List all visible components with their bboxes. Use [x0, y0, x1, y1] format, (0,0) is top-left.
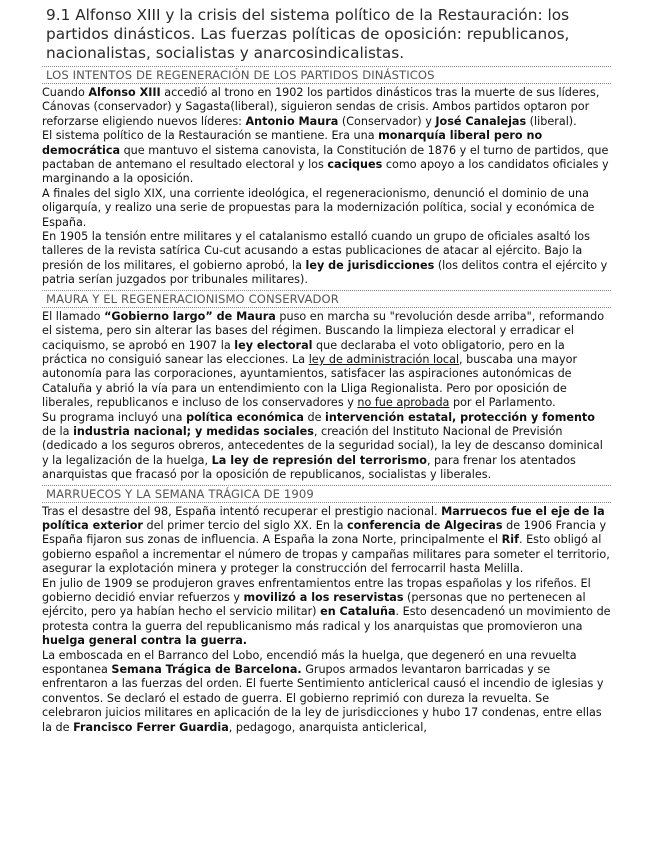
text-run: Tras el desastre del 98, España intentó recuperar el prestigio nacional.: [42, 504, 442, 518]
bold-text: La ley de represión del terrorismo: [211, 453, 427, 467]
bold-text: Francisco Ferrer Guardia: [73, 720, 229, 734]
bold-text: Marruecos fue el eje de la política exterior: [42, 504, 605, 532]
text-run: puso en marcha su "revolución desde arriba", reformando el sistema, pero sin alterar las bases del régimen. Buscando la limpieza electoral y erradicar el caciquismo, se aprobó en 1907 la: [42, 309, 605, 352]
bold-text: José Canalejas: [435, 114, 527, 128]
text-run: Su programa incluyó una: [42, 410, 187, 424]
text-run: (liberal).: [526, 114, 577, 128]
text-run: El sistema político de la Restauración se mantiene. Era una: [42, 129, 379, 143]
text-run: (personas que no pertenecen al ejército, pero ya habían hecho el servicio militar): [42, 591, 586, 619]
bold-text: conferencia de Algeciras: [347, 518, 503, 532]
underlined-text: no fue aprobada: [357, 396, 450, 410]
text-run: . Esto desencadenó un movimiento de protesta contra la guerra del republicanismo más radical y los anarquistas que promovieron una: [42, 605, 611, 633]
body-paragraph: [42, 230, 611, 288]
section-heading: MAURA Y EL REGENERACIONISMO CONSERVADOR: [42, 290, 611, 308]
text-run: como apoyo a los candidatos oficiales y marginando a la oposición.: [42, 158, 609, 186]
text-run: (Conservador) y: [338, 114, 436, 128]
text-run: En 1905 la tensión entre militares y el catalanismo estalló cuando un grupo de oficiales asaltó los talleres de la revista satírica Cu-cut acusando a estas publicaciones de atacar al ejército. Bajo la presión de los militares, el gobierno aprobó, la: [42, 230, 590, 272]
bold-text: caciques: [327, 158, 383, 172]
text-run: La emboscada en el Barranco del Lobo, encendió más la huelga, que degeneró en una revuelta espontanea: [42, 648, 577, 677]
text-run: (los delitos contra el ejército y patria serían juzgados por tribunales militares).: [42, 258, 608, 287]
text-run: por el Parlamento.: [449, 396, 556, 410]
text-run: que declaraba el voto obligatorio, pero en la práctica no consiguió sanear las elecciones. La: [42, 338, 565, 366]
text-run: de la: [42, 424, 74, 438]
body-paragraph: [42, 577, 611, 649]
text-run: En julio de 1909 se produjeron graves enfrentamientos entre las tropas españolas y los rifeños. El gobierno decidió enviar refuerzos y: [42, 576, 591, 604]
bold-text: en Cataluña: [320, 605, 396, 619]
body-paragraph: [42, 505, 611, 577]
document-title: 9.1 Alfonso XIII y la crisis del sistema político de la Restauración: los partidos dinásticos. Las fuerzas políticas de oposición: republicanos, nacionalistas, socialistas y anarcosindicalistas.: [46, 6, 570, 62]
bold-text: industria nacional; y medidas sociales: [73, 424, 314, 438]
bold-text: ley electoral: [234, 338, 313, 352]
bold-text: Alfonso XIII: [88, 86, 161, 99]
bold-text: monarquía liberal pero no democrática: [42, 129, 543, 157]
bold-text: movilizó a los reservistas: [243, 591, 404, 604]
document-body: [42, 66, 611, 735]
bold-text: “Gobierno largo” de Maura: [104, 309, 276, 323]
bold-text: política económica: [186, 410, 304, 424]
body-paragraph: [42, 86, 611, 129]
text-run: , creación del Instituto Nacional de Previsión (dedicado a los seguros obreros, antecedentes de la seguridad social), la ley de descanso dominical y la legalización de la huelga,: [42, 424, 603, 467]
body-paragraph: [42, 187, 611, 230]
bold-text: ley de jurisdicciones: [305, 258, 435, 272]
section-heading: MARRUECOS Y LA SEMANA TRÁGICA DE 1909: [42, 485, 611, 503]
text-run: Grupos armados levantaron barricadas y se enfrentaron a las fuerzas del orden. El fuerte Sentimiento anticlerical causó el incendio de iglesias y conventos. Se declaró el estado de guerra. El gobierno reprimió con dureza la revuelta. Se celebraron juicios militares en aplicación de la ley de jurisdicciones y hubo 17 condenas, entre ellas la de: [42, 663, 604, 734]
text-run: Cuando: [42, 86, 89, 99]
bold-text: huelga general contra la guerra.: [42, 634, 248, 648]
text-run: que mantuvo el sistema canovista, la Constitución de 1876 y el turno de partidos, que pactaban de antemano el resultado electoral y los: [42, 143, 609, 172]
text-run: El llamado: [42, 309, 105, 323]
text-run: accedió al trono en 1902 los partidos dinásticos tras la muerte de sus líderes, Cánovas (conservador) y Sagasta(liberal), siguieron sendas de crisis. Ambos partidos optaron por reforzarse eligiendo nuevos líderes:: [42, 86, 600, 128]
text-run: . Esto obligó al gobierno español a incrementar el número de tropas y campañas militares para someter el territorio, asegurar la explotación minera y proteger la construcción del ferrocarril hasta Melilla.: [42, 533, 610, 576]
text-run: de: [303, 410, 326, 424]
text-run: del primer tercio del siglo XX. En la: [142, 518, 348, 532]
text-run: , buscaba una mayor autonomía para las corporaciones, ayuntamientos, satisfacer las aspiraciones autonómicas de Cataluña y abrió la vía para un entendimiento con la Lliga Regionalista. Pero por oposición de liberales, republicanos e incluso de los conservadores y: [42, 352, 578, 410]
text-run: , para frenar los atentados anarquistas que fracasó por la oposición de republicanos, socialistas y liberales.: [42, 453, 576, 482]
body-paragraph: [42, 649, 611, 735]
section-heading: LOS INTENTOS DE REGENERACIÓN DE LOS PARTIDOS DINÁSTICOS: [42, 66, 611, 84]
bold-text: intervención estatal, protección y fomento: [325, 410, 595, 424]
text-run: A finales del siglo XIX, una corriente ideológica, el regeneracionismo, denunció el dominio de una oligarquía, y realizo una serie de propuestas para la modernización política, social y económica de España.: [42, 186, 595, 229]
body-paragraph: [42, 129, 611, 187]
text-run: , pedagogo, anarquista anticlerical,: [228, 720, 427, 734]
body-paragraph: [42, 411, 611, 483]
bold-text: Rif: [501, 533, 519, 547]
underlined-text: ley de administración local: [308, 352, 460, 366]
text-run: de 1906 Francia y España fijaron sus zonas de influencia. A España la zona Norte, principalmente el: [42, 518, 607, 547]
bold-text: Semana Trágica de Barcelona.: [111, 663, 302, 677]
bold-text: Antonio Maura: [245, 114, 339, 128]
body-paragraph: [42, 310, 611, 411]
